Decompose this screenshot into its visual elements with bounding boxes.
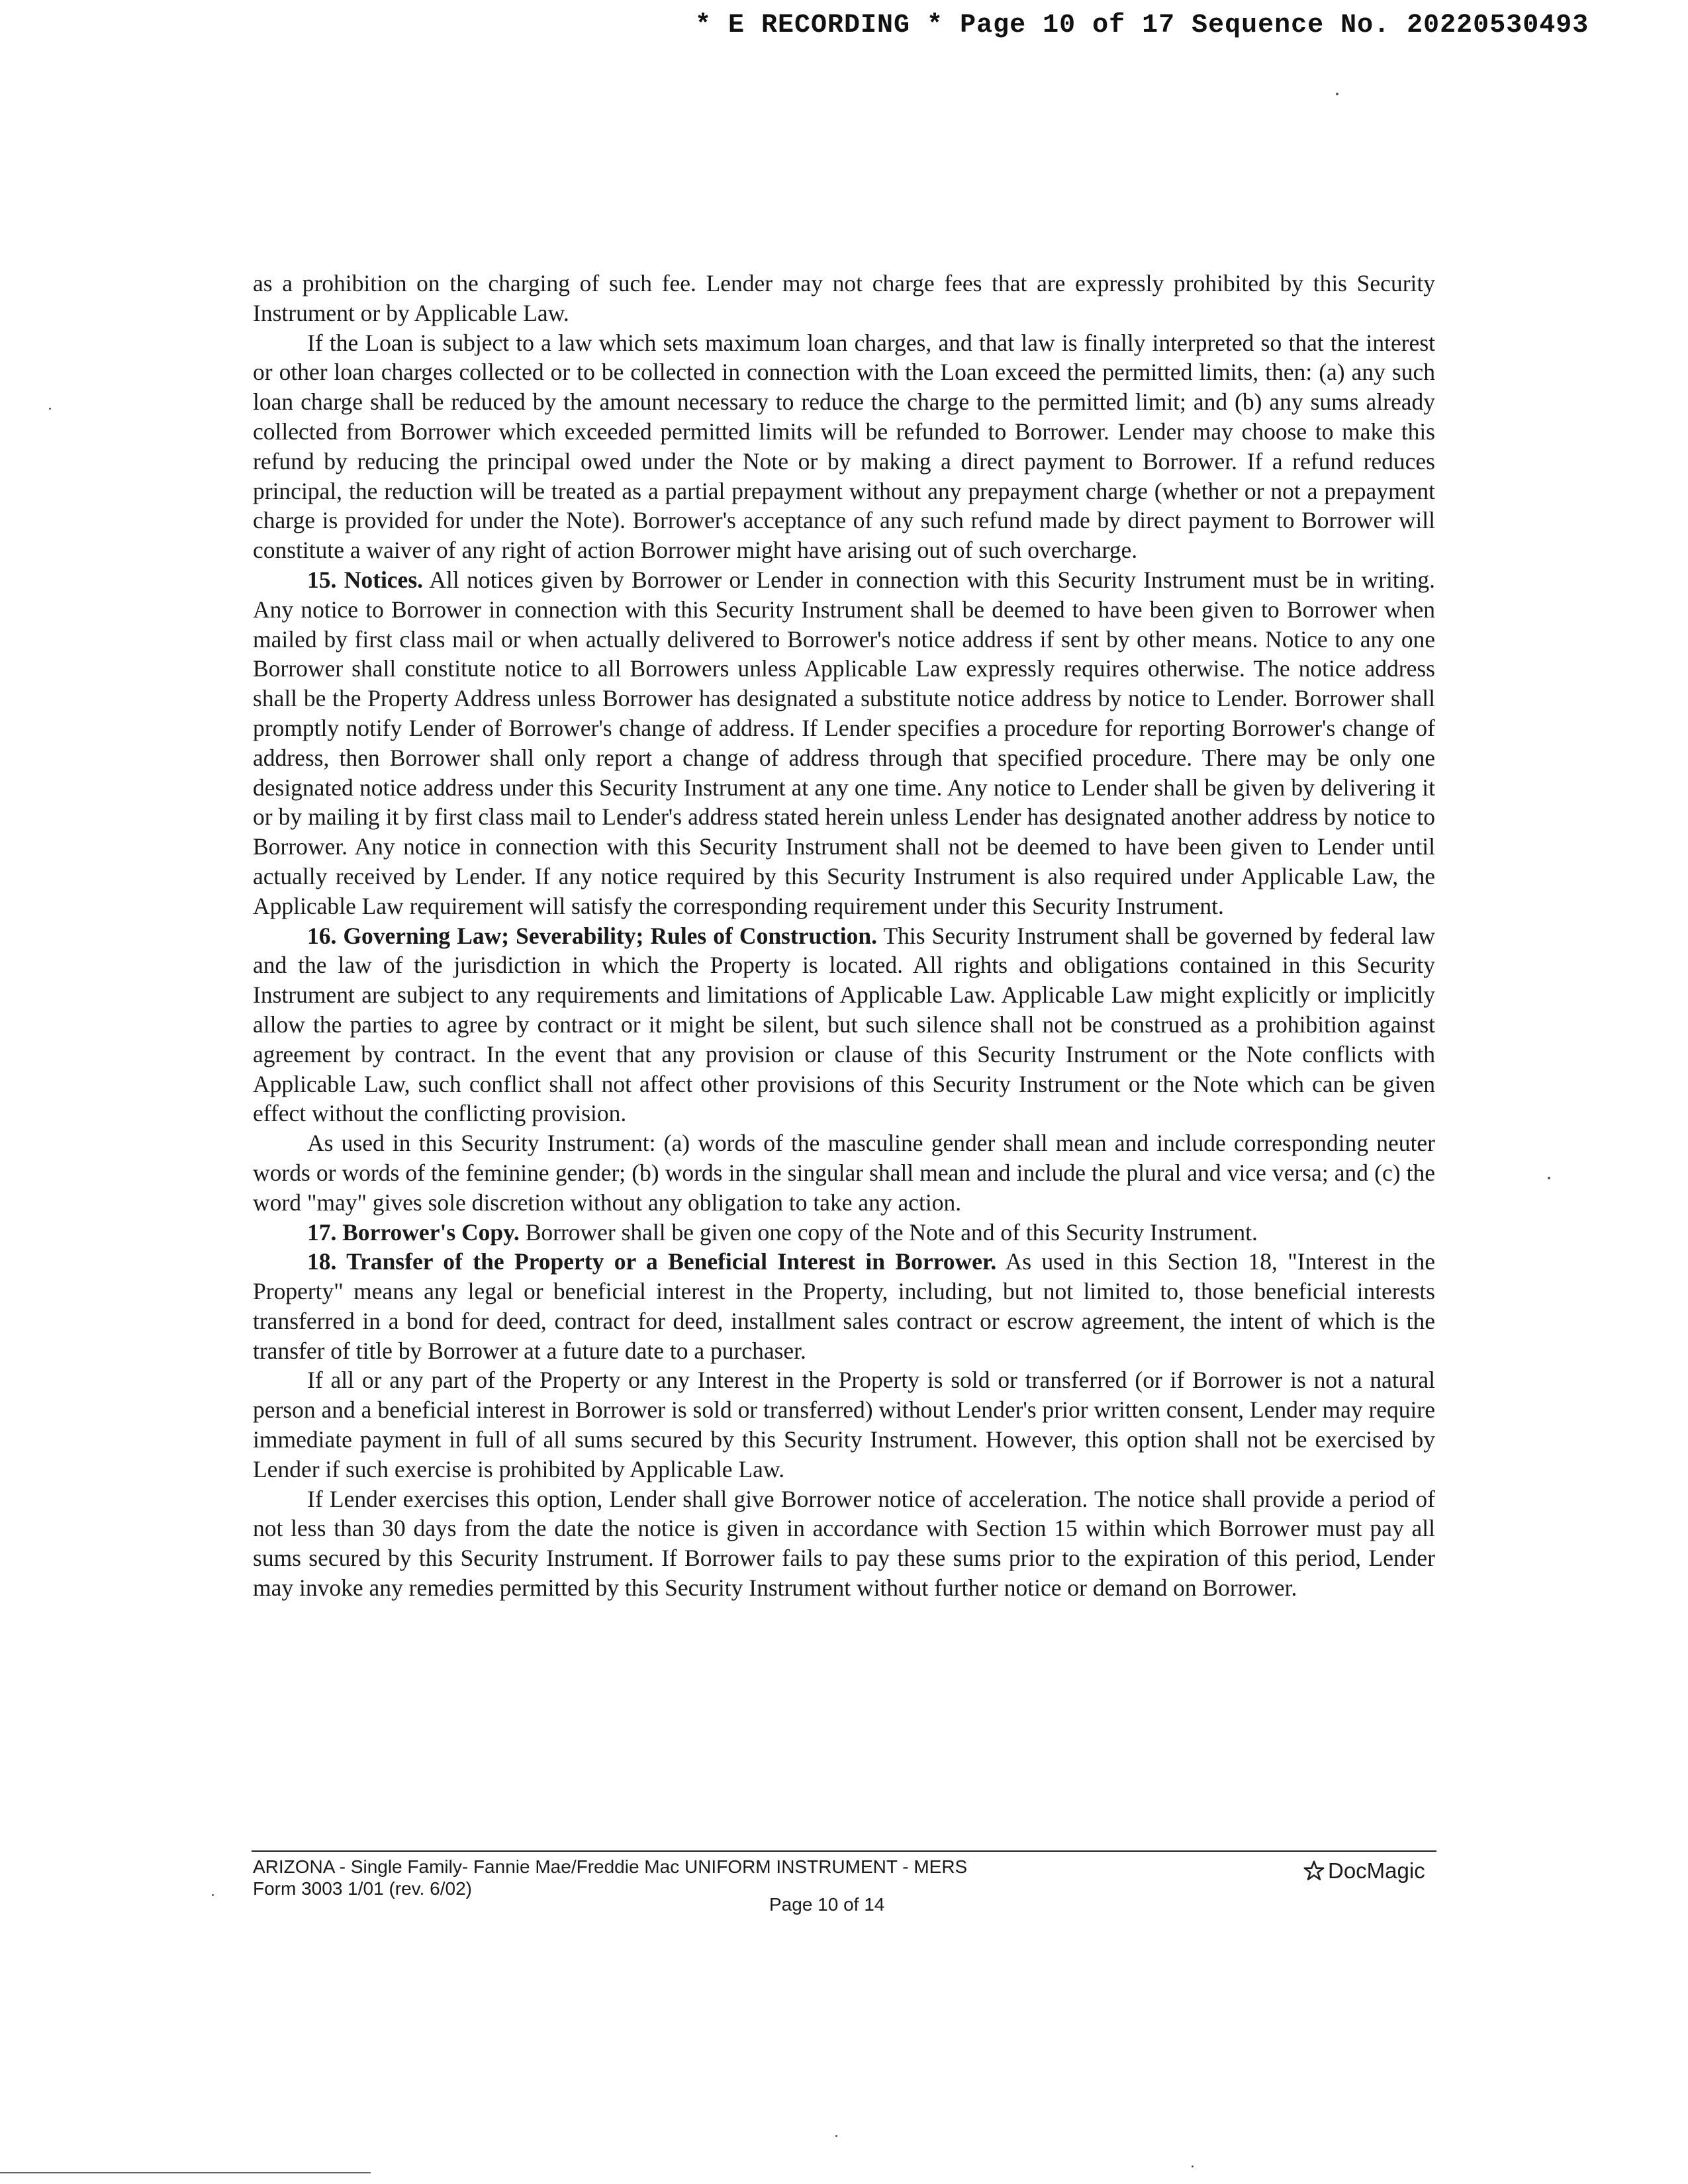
footer-form-info bbox=[253, 1856, 967, 1899]
section-16-heading: 16. Governing Law; Severability; Rules of Construction. bbox=[307, 922, 878, 949]
section-18-heading: 18. Transfer of the Property or a Beneficial Interest in Borrower. bbox=[307, 1248, 997, 1275]
scan-edge-line bbox=[0, 2172, 371, 2173]
section-18-paragraph-3: If Lender exercises this option, Lender shall give Borrower notice of acceleration. The notice shall provide a period of not less than 30 days from the date the notice is given in accordance with Section 15 within which Borrower must pay all sums secured by this Security Instrument. If Borrower fails to pay these sums prior to the expiration of this period, Lender may invoke any remedies permitted by this Security Instrument without further notice or demand on Borrower. bbox=[253, 1485, 1435, 1602]
section-15-heading: 15. Notices. bbox=[307, 566, 424, 593]
section-18-paragraph-2: If all or any part of the Property or any Interest in the Property is sold or transferred (or if Borrower is not a natural person and a beneficial interest in Borrower is sold or transferred) without Lender's prior written consent, Lender may require immediate payment in full of all sums secured by this Security Instrument. However, this option shall not be exercised by Lender if such exercise is prohibited by Applicable Law. bbox=[253, 1367, 1435, 1482]
scan-speck bbox=[1548, 1177, 1550, 1179]
scan-speck bbox=[1192, 2165, 1194, 2167]
section-16-text: This Security Instrument shall be governed by federal law and the law of the jurisdiction in which the Property is located. All rights and obligations contained in this Security Instrument are subject to any requirements and limitations of Applicable Law. Applicable Law might explicitly or implicitly allow the parties to agree by contract or it might be silent, but such silence shall not be construed as a prohibition against agreement by contract. In the event that any provision or clause of this Security Instrument or the Note conflicts with Applicable Law, such conflict shall not affect other provisions of this Security Instrument or the Note which can be given effect without the conflicting provision. bbox=[253, 922, 1435, 1127]
paragraph-continuation: as a prohibition on the charging of such fee. Lender may not charge fees that are expressly prohibited by this Security Instrument or by Applicable Law. bbox=[253, 270, 1435, 326]
footer-brand-logo bbox=[1303, 1858, 1425, 1884]
document-body bbox=[253, 269, 1435, 1603]
section-17-text: Borrower shall be given one copy of the Note and of this Security Instrument. bbox=[525, 1218, 1258, 1246]
section-16-governing-law bbox=[253, 921, 1435, 1129]
scan-speck bbox=[835, 2135, 837, 2137]
footer-form-title: ARIZONA - Single Family- Fannie Mae/Freddie Mac UNIFORM INSTRUMENT - MERS bbox=[253, 1856, 968, 1877]
section-15-text: All notices given by Borrower or Lender in connection with this Security Instrument must be in writing. Any notice to Borrower in connection with this Security Instrument shall be deemed to have been given to Borrower when mailed by first class mail or when actually delivered to Borrower's notice address if sent by other means. Notice to any one Borrower shall constitute notice to all Borrowers unless Applicable Law expressly requires otherwise. The notice address shall be the Property Address unless Borrower has designated a substitute notice address by notice to Lender. Borrower shall promptly notify Lender of Borrower's change of address. If Lender specifies a procedure for reporting Borrower's change of address, then Borrower shall only report a change of address through that specified procedure. There may be only one designated notice address under this Security Instrument at any one time. Any notice to Lender shall be given by delivering it or by mailing it by first class mail to Lender's address stated herein unless Lender has designated another address by notice to Borrower. Any notice in connection with this Security Instrument shall not be deemed to have been given to Lender until actually received by Lender. If any notice required by this Security Instrument is also required under Applicable Law, the Applicable Law requirement will satisfy the corresponding requirement under this Security Instrument. bbox=[253, 566, 1436, 919]
section-15-notices bbox=[253, 565, 1435, 921]
section-17-heading: 17. Borrower's Copy. bbox=[307, 1218, 520, 1246]
section-17-borrowers-copy bbox=[253, 1218, 1435, 1248]
footer-divider bbox=[252, 1850, 1436, 1852]
scan-speck bbox=[212, 1894, 214, 1896]
scan-speck bbox=[49, 408, 51, 410]
star-outline-icon bbox=[1303, 1860, 1325, 1882]
footer-brand-name: DocMagic bbox=[1328, 1858, 1425, 1883]
section-18-transfer bbox=[253, 1247, 1435, 1365]
paragraph-loan-charges: If the Loan is subject to a law which sets maximum loan charges, and that law is finally interpreted so that the interest or other loan charges collected or to be collected in connection with the Loan exceed the permitted limits, then: (a) any such loan charge shall be reduced by the amount necessary to reduce the charge to the permitted limit; and (b) any sums already collected from Borrower which exceeded permitted limits will be refunded to Borrower. Lender may choose to make this refund by reducing the principal owed under the Note or by making a direct payment to Borrower. If a refund reduces principal, the reduction will be treated as a partial prepayment without any prepayment charge (whether or not a prepayment charge is provided for under the Note). Borrower's acceptance of any such refund made by direct payment to Borrower will constitute a waiver of any right of action Borrower might have arising out of such overcharge. bbox=[253, 329, 1435, 564]
scan-speck bbox=[1336, 93, 1338, 95]
section-18-text: As used in this Section 18, "Interest in the Property" means any legal or beneficial interest in the Property, including, but not limited to, those beneficial interests transferred in a bond for deed, contract for deed, installment sales contract or escrow agreement, the intent of which is the transfer of title by Borrower at a future date to a purchaser. bbox=[253, 1248, 1435, 1364]
section-16-paragraph-2: As used in this Security Instrument: (a) words of the masculine gender shall mean and include corresponding neuter words or words of the feminine gender; (b) words in the singular shall mean and include the plural and vice versa; and (c) the word "may" gives sole discretion without any obligation to take any action. bbox=[253, 1130, 1435, 1216]
footer-form-number: Form 3003 1/01 (rev. 6/02) bbox=[253, 1878, 472, 1899]
footer-page-number: Page 10 of 14 bbox=[769, 1894, 885, 1915]
recording-header: * E RECORDING * Page 10 of 17 Sequence No. 20220530493 bbox=[695, 11, 1589, 40]
